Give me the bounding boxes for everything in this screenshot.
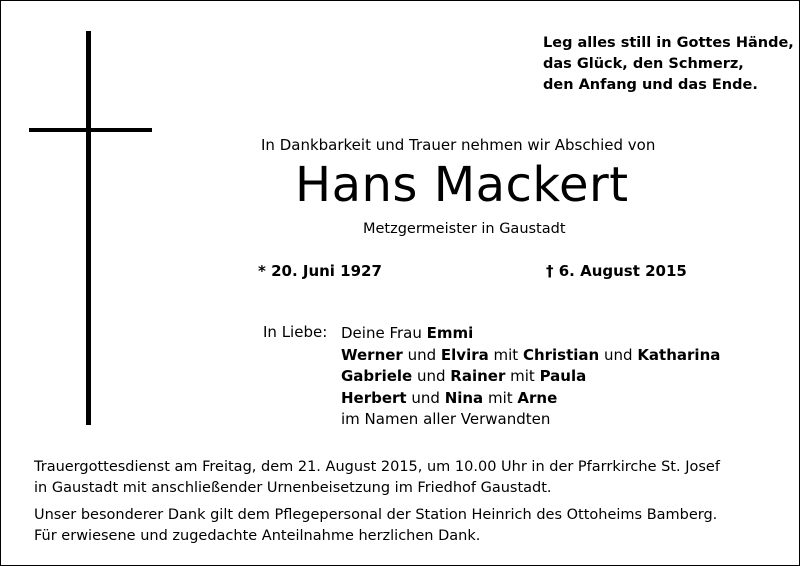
motto-verse <box>543 33 794 96</box>
motto-line: den Anfang und das Ende. <box>543 77 758 93</box>
mourner-text: Deine Frau <box>341 324 427 342</box>
cross-icon-vertical-bar <box>86 31 91 425</box>
funeral-service-info <box>34 457 720 499</box>
mourner-line <box>341 366 720 388</box>
mourners-list <box>341 323 720 431</box>
thanks-note <box>34 505 717 547</box>
mourner-line <box>341 388 720 410</box>
mourner-name: Katharina <box>637 345 721 364</box>
mourner-text: und <box>412 367 451 385</box>
mourner-name: Gabriele <box>341 367 413 385</box>
mourner-name: Elvira <box>440 345 489 364</box>
mourner-text: und <box>406 388 445 407</box>
motto-line: Leg alles still in Gottes Hände, <box>543 35 794 51</box>
mourners-label: In Liebe: <box>263 323 328 341</box>
mourner-text: und <box>599 345 638 364</box>
mourner-line <box>341 323 720 345</box>
mourner-name: Christian <box>522 345 600 364</box>
mourner-name: Nina <box>444 388 484 407</box>
intro-text: In Dankbarkeit und Trauer nehmen wir Abschied von <box>261 136 656 154</box>
mourner-text: und <box>402 345 441 364</box>
mourner-name: Arne <box>517 388 558 407</box>
cross-icon-horizontal-bar <box>29 128 152 132</box>
service-line: Trauergottesdienst am Freitag, dem 21. August 2015, um 10.00 Uhr in der Pfarrkirche St. Josef <box>34 459 720 475</box>
mourner-name: Herbert <box>341 388 407 407</box>
deceased-name: Hans Mackert <box>295 157 629 213</box>
mourner-name: Emmi <box>426 324 474 342</box>
birth-date: * 20. Juni 1927 <box>258 262 382 280</box>
motto-line: das Glück, den Schmerz, <box>543 56 744 72</box>
service-line: in Gaustadt mit anschließender Urnenbeisetzung im Friedhof Gaustadt. <box>34 480 552 496</box>
mourner-name: Werner <box>341 345 403 364</box>
mourner-text: mit <box>505 367 540 385</box>
thanks-line: Für erwiesene und zugedachte Anteilnahme herzlichen Dank. <box>34 528 481 544</box>
mourner-line: im Namen aller Verwandten <box>341 410 551 428</box>
mourner-name: Paula <box>539 367 587 385</box>
mourner-text: mit <box>488 345 523 364</box>
mourner-name: Rainer <box>450 367 506 385</box>
mourner-text: mit <box>483 388 518 407</box>
mourner-line <box>341 345 720 367</box>
thanks-line: Unser besonderer Dank gilt dem Pflegepersonal der Station Heinrich des Ottoheims Bamberg. <box>34 507 718 523</box>
death-date: † 6. August 2015 <box>546 262 687 280</box>
deceased-occupation: Metzgermeister in Gaustadt <box>363 221 566 237</box>
